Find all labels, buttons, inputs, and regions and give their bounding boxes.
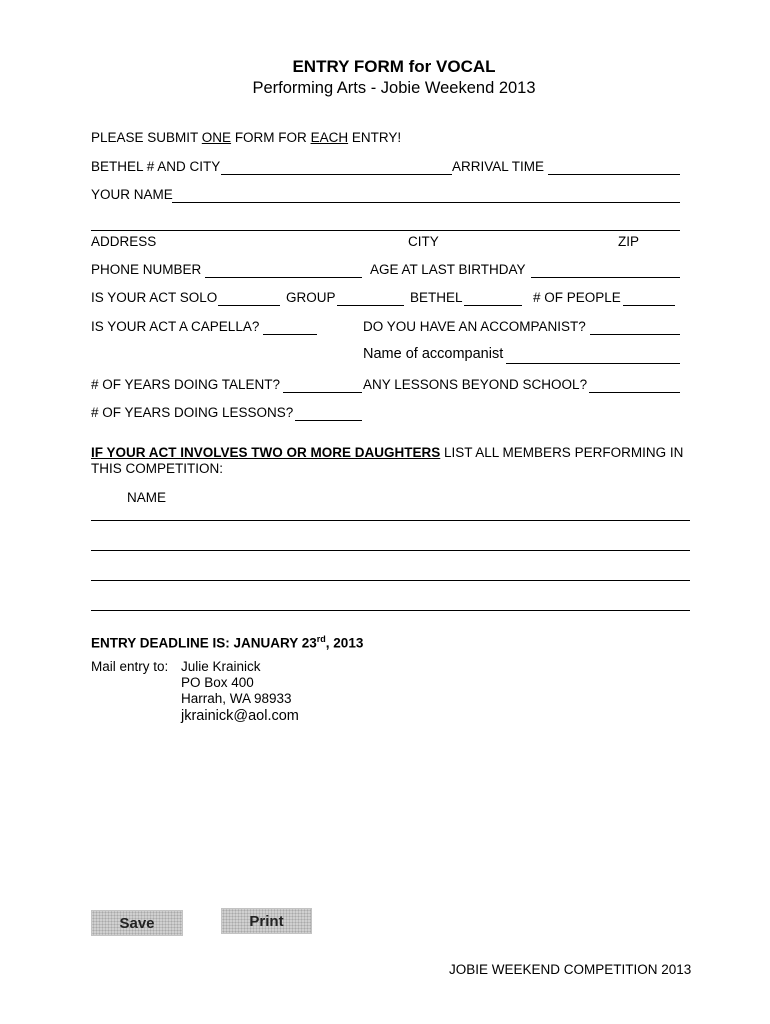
members-rest: LIST ALL MEMBERS PERFORMING IN bbox=[440, 445, 684, 460]
your-name-field[interactable] bbox=[172, 202, 680, 203]
years-lessons-label: # OF YEARS DOING LESSONS? bbox=[91, 405, 294, 420]
accompanist-label: DO YOU HAVE AN ACCOMPANIST? bbox=[363, 319, 586, 334]
age-field[interactable] bbox=[531, 277, 680, 278]
group-field[interactable] bbox=[337, 305, 404, 306]
footer-text: JOBIE WEEKEND COMPETITION 2013 bbox=[449, 962, 692, 977]
instructions-text-1: PLEASE SUBMIT bbox=[91, 130, 202, 145]
act-solo-label: IS YOUR ACT SOLO bbox=[91, 290, 218, 305]
instructions-one: ONE bbox=[201, 130, 232, 145]
arrival-time-field[interactable] bbox=[548, 174, 680, 175]
bethel-city-label: BETHEL # AND CITY bbox=[91, 159, 221, 174]
members-instructions bbox=[91, 445, 683, 461]
years-talent-label: # OF YEARS DOING TALENT? bbox=[91, 377, 281, 392]
bethel-city-field[interactable] bbox=[221, 174, 452, 175]
entry-deadline bbox=[91, 631, 363, 652]
mail-po-box: PO Box 400 bbox=[181, 675, 254, 690]
mail-city-state: Harrah, WA 98933 bbox=[181, 691, 292, 706]
mail-name: Julie Krainick bbox=[181, 659, 261, 674]
phone-number-label: PHONE NUMBER bbox=[91, 262, 202, 277]
lessons-beyond-label: ANY LESSONS BEYOND SCHOOL? bbox=[363, 377, 588, 392]
print-button[interactable]: Print bbox=[221, 908, 312, 934]
member-name-line-2[interactable] bbox=[91, 550, 690, 551]
instructions-text-3: ENTRY! bbox=[348, 130, 402, 145]
submit-instructions bbox=[91, 130, 401, 146]
lessons-beyond-field[interactable] bbox=[589, 392, 680, 393]
instructions-text-2: FORM FOR bbox=[231, 130, 311, 145]
address-field[interactable] bbox=[91, 230, 680, 231]
members-instructions-line2: THIS COMPETITION: bbox=[91, 461, 224, 476]
deadline-prefix: ENTRY DEADLINE IS: JANUARY 23 bbox=[91, 635, 317, 651]
instructions-each: EACH bbox=[310, 130, 349, 145]
members-name-header: NAME bbox=[127, 490, 167, 505]
act-solo-field[interactable] bbox=[218, 305, 280, 306]
your-name-label: YOUR NAME bbox=[91, 187, 173, 202]
members-emphasis: IF YOUR ACT INVOLVES TWO OR MORE DAUGHTERS bbox=[91, 445, 441, 460]
member-name-line-3[interactable] bbox=[91, 580, 690, 581]
deadline-sup: rd bbox=[316, 634, 326, 644]
years-talent-field[interactable] bbox=[283, 392, 362, 393]
num-people-label: # OF PEOPLE bbox=[533, 290, 621, 305]
bethel-label: BETHEL bbox=[410, 290, 463, 305]
accompanist-name-label: Name of accompanist bbox=[363, 346, 504, 362]
city-label: CITY bbox=[408, 234, 439, 249]
num-people-field[interactable] bbox=[623, 305, 675, 306]
a-capella-label: IS YOUR ACT A CAPELLA? bbox=[91, 319, 260, 334]
years-lessons-field[interactable] bbox=[295, 420, 362, 421]
address-label: ADDRESS bbox=[91, 234, 157, 249]
bethel-field[interactable] bbox=[464, 305, 522, 306]
group-label: GROUP bbox=[286, 290, 336, 305]
save-button[interactable]: Save bbox=[91, 910, 183, 936]
accompanist-field[interactable] bbox=[590, 334, 680, 335]
mail-label: Mail entry to: bbox=[91, 659, 169, 674]
phone-number-field[interactable] bbox=[205, 277, 362, 278]
form-subtitle: Performing Arts - Jobie Weekend 2013 bbox=[252, 79, 536, 97]
accompanist-name-field[interactable] bbox=[506, 363, 680, 364]
member-name-line-4[interactable] bbox=[91, 610, 690, 611]
form-title: ENTRY FORM for VOCAL bbox=[292, 57, 496, 76]
age-label: AGE AT LAST BIRTHDAY bbox=[370, 262, 526, 277]
a-capella-field[interactable] bbox=[263, 334, 317, 335]
deadline-suffix: , 2013 bbox=[325, 635, 364, 651]
arrival-time-label: ARRIVAL TIME bbox=[452, 159, 545, 174]
zip-label: ZIP bbox=[618, 234, 640, 249]
mail-email: jkrainick@aol.com bbox=[181, 708, 299, 724]
member-name-line-1[interactable] bbox=[91, 520, 690, 521]
